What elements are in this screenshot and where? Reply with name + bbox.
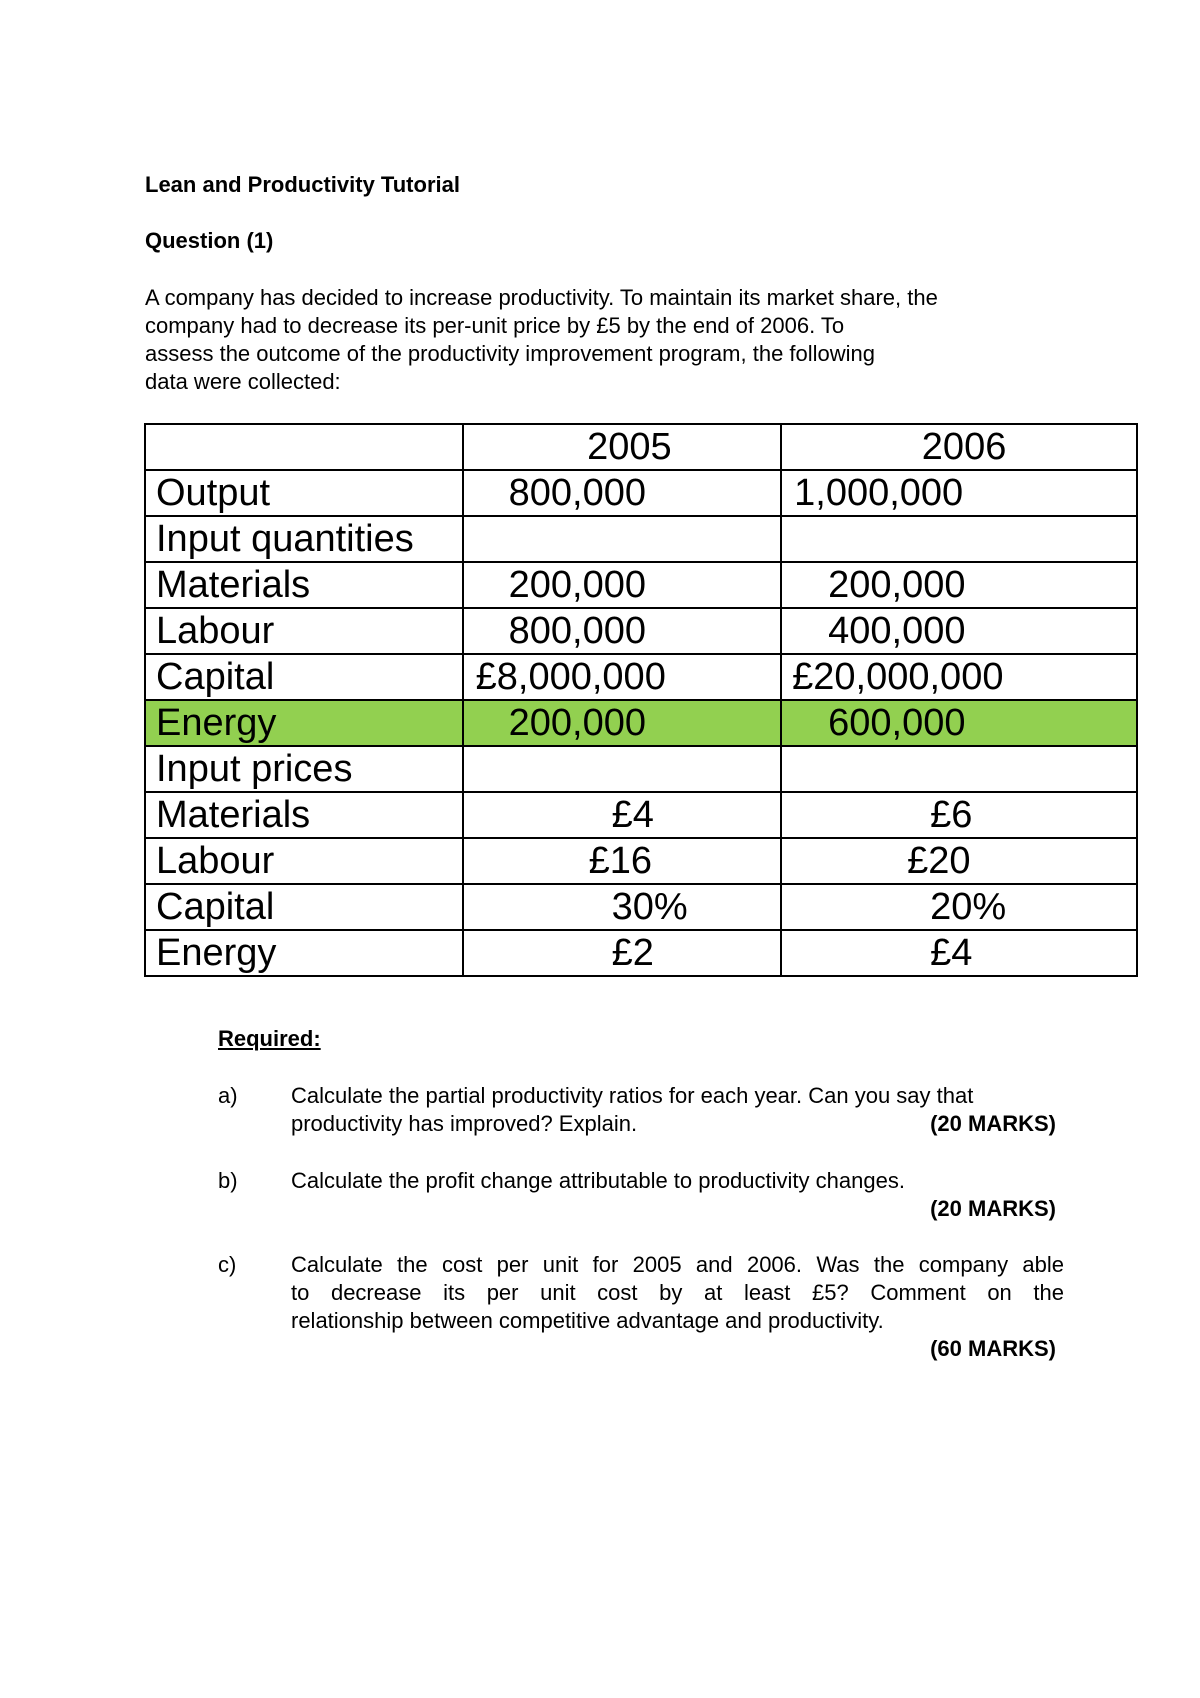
table-row [145, 838, 1137, 884]
table-row [145, 746, 1137, 792]
cell-2006: £20 [781, 838, 1137, 884]
question-a [218, 1082, 1064, 1138]
marks-label: (60 MARKS) [930, 1336, 1056, 1361]
required-heading: Required: [218, 1026, 321, 1051]
row-label: Input prices [145, 746, 463, 792]
cell-2006: 200,000 [781, 562, 1137, 608]
cell-2005: 800,000 [463, 608, 782, 654]
table-row [145, 884, 1137, 930]
row-label: Input quantities [145, 516, 463, 562]
question-line: to decrease its per unit cost by at least £5? Comment on the [291, 1280, 1064, 1305]
cell-2006: £20,000,000 [781, 654, 1137, 700]
row-label: Energy [145, 930, 463, 976]
table-row [145, 470, 1137, 516]
question-heading: Question (1) [145, 228, 274, 253]
intro-line: assess the outcome of the productivity improvement program, the following [145, 341, 876, 366]
marks-label: (20 MARKS) [930, 1111, 1056, 1136]
cell-2005 [463, 746, 782, 792]
cell-2005: 200,000 [463, 700, 782, 746]
cell-2006: 1,000,000 [781, 470, 1137, 516]
cell-2005 [463, 516, 782, 562]
question-text [291, 1167, 1064, 1223]
question-line [291, 1195, 1064, 1223]
cell-2005: £8,000,000 [463, 654, 782, 700]
table-row [145, 562, 1137, 608]
question-line: Calculate the partial productivity ratios for each year. Can you say that [291, 1083, 974, 1108]
row-label: Output [145, 470, 463, 516]
question-line: relationship between competitive advantage and productivity. [291, 1308, 884, 1333]
cell-2006: 400,000 [781, 608, 1137, 654]
cell-2005: 200,000 [463, 562, 782, 608]
cell-2006: £6 [781, 792, 1137, 838]
question-letter: a) [218, 1083, 238, 1108]
table-row [145, 608, 1137, 654]
intro-paragraph [145, 284, 1063, 396]
cell-2005: 800,000 [463, 470, 782, 516]
question-line [291, 1110, 1064, 1138]
row-label: Capital [145, 654, 463, 700]
row-label: Energy [145, 700, 463, 746]
question-line: Calculate the cost per unit for 2005 and 2006. Was the company able [291, 1252, 1064, 1277]
cell-2006 [781, 746, 1137, 792]
table-header-cell: 2005 [463, 424, 782, 470]
question-line-text: productivity has improved? Explain. [291, 1111, 638, 1136]
table-row [145, 930, 1137, 976]
question-line: Calculate the profit change attributable to productivity changes. [291, 1168, 905, 1193]
cell-2005: £2 [463, 930, 782, 976]
table-header-cell: 2006 [781, 424, 1137, 470]
row-label: Labour [145, 838, 463, 884]
marks-label: (20 MARKS) [930, 1196, 1056, 1221]
question-letter: c) [218, 1252, 237, 1277]
table-row [145, 792, 1137, 838]
data-table [144, 423, 1138, 977]
question-letter: b) [218, 1168, 238, 1193]
question-line [291, 1335, 1064, 1363]
table-header-row [145, 424, 1137, 470]
cell-2006 [781, 516, 1137, 562]
intro-line: data were collected: [145, 369, 341, 394]
question-text [291, 1082, 1064, 1138]
cell-2005: £16 [463, 838, 782, 884]
cell-2006: £4 [781, 930, 1137, 976]
cell-2005: 30% [463, 884, 782, 930]
question-b [218, 1167, 1064, 1223]
cell-2005: £4 [463, 792, 782, 838]
table-row [145, 516, 1137, 562]
cell-2006: 20% [781, 884, 1137, 930]
intro-line: A company has decided to increase productivity. To maintain its market share, the [145, 285, 938, 310]
document-title: Lean and Productivity Tutorial [145, 172, 460, 197]
row-label: Labour [145, 608, 463, 654]
question-text [291, 1251, 1064, 1363]
row-label: Materials [145, 562, 463, 608]
row-label: Materials [145, 792, 463, 838]
table-row [145, 654, 1137, 700]
row-label: Capital [145, 884, 463, 930]
table-header-cell [145, 424, 463, 470]
cell-2006: 600,000 [781, 700, 1137, 746]
table-row-highlighted [145, 700, 1137, 746]
intro-line: company had to decrease its per-unit price by £5 by the end of 2006. To [145, 313, 845, 338]
question-c [218, 1251, 1064, 1363]
